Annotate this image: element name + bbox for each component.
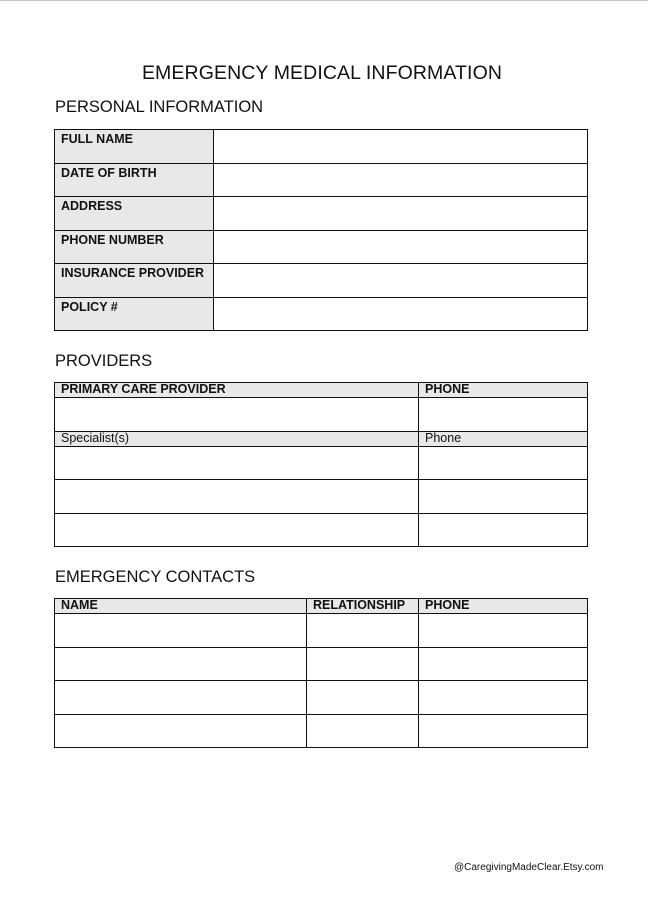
contact-relationship-field[interactable]: [307, 714, 419, 748]
table-row: [55, 197, 588, 231]
phone-header: PHONE: [419, 383, 588, 398]
top-rule: [0, 0, 648, 1]
insurance-provider-label: INSURANCE PROVIDER: [55, 264, 214, 298]
contact-relationship-field[interactable]: [307, 681, 419, 715]
table-row: [55, 614, 588, 648]
emergency-contacts-heading: EMERGENCY CONTACTS: [55, 568, 256, 586]
primary-care-provider-header: PRIMARY CARE PROVIDER: [55, 383, 419, 398]
table-row: [55, 647, 588, 681]
contact-phone-field[interactable]: [419, 647, 588, 681]
table-row: [55, 446, 588, 480]
emergency-contacts-table: [54, 598, 588, 748]
table-row: [55, 513, 588, 547]
table-row: [55, 264, 588, 298]
phone-number-label: PHONE NUMBER: [55, 230, 214, 264]
specialist-field[interactable]: [55, 480, 419, 514]
full-name-label: FULL NAME: [55, 130, 214, 164]
contact-name-field[interactable]: [55, 647, 307, 681]
table-row: [55, 297, 588, 331]
table-header-row: [55, 599, 588, 614]
phone-number-field[interactable]: [214, 230, 588, 264]
name-header: NAME: [55, 599, 307, 614]
address-label: ADDRESS: [55, 197, 214, 231]
providers-heading: PROVIDERS: [55, 352, 153, 370]
specialist-field[interactable]: [55, 446, 419, 480]
specialist-phone-field[interactable]: [419, 480, 588, 514]
primary-care-provider-field[interactable]: [55, 398, 419, 432]
personal-info-table: [54, 129, 588, 331]
policy-number-field[interactable]: [214, 297, 588, 331]
contact-relationship-field[interactable]: [307, 647, 419, 681]
insurance-provider-field[interactable]: [214, 264, 588, 298]
table-row: [55, 230, 588, 264]
phone-header: PHONE: [419, 599, 588, 614]
specialists-header: Specialist(s): [55, 431, 419, 446]
date-of-birth-label: DATE OF BIRTH: [55, 163, 214, 197]
table-header-row: [55, 431, 588, 446]
contact-phone-field[interactable]: [419, 714, 588, 748]
address-field[interactable]: [214, 197, 588, 231]
contact-name-field[interactable]: [55, 614, 307, 648]
table-row: [55, 714, 588, 748]
page-title: EMERGENCY MEDICAL INFORMATION: [141, 62, 503, 84]
table-row: [55, 130, 588, 164]
policy-number-label: POLICY #: [55, 297, 214, 331]
contact-phone-field[interactable]: [419, 681, 588, 715]
table-row: [55, 163, 588, 197]
contact-name-field[interactable]: [55, 681, 307, 715]
personal-info-heading: PERSONAL INFORMATION: [55, 98, 264, 116]
contact-relationship-field[interactable]: [307, 614, 419, 648]
specialist-phone-header: Phone: [419, 431, 588, 446]
table-header-row: [55, 383, 588, 398]
providers-table: [54, 382, 588, 547]
table-row: [55, 398, 588, 432]
table-row: [55, 480, 588, 514]
footer-credit: @CaregivingMadeClear.Etsy.com: [454, 862, 604, 873]
full-name-field[interactable]: [214, 130, 588, 164]
table-row: [55, 681, 588, 715]
specialist-phone-field[interactable]: [419, 446, 588, 480]
contact-phone-field[interactable]: [419, 614, 588, 648]
primary-care-phone-field[interactable]: [419, 398, 588, 432]
specialist-field[interactable]: [55, 513, 419, 547]
specialist-phone-field[interactable]: [419, 513, 588, 547]
contact-name-field[interactable]: [55, 714, 307, 748]
relationship-header: RELATIONSHIP: [307, 599, 419, 614]
date-of-birth-field[interactable]: [214, 163, 588, 197]
